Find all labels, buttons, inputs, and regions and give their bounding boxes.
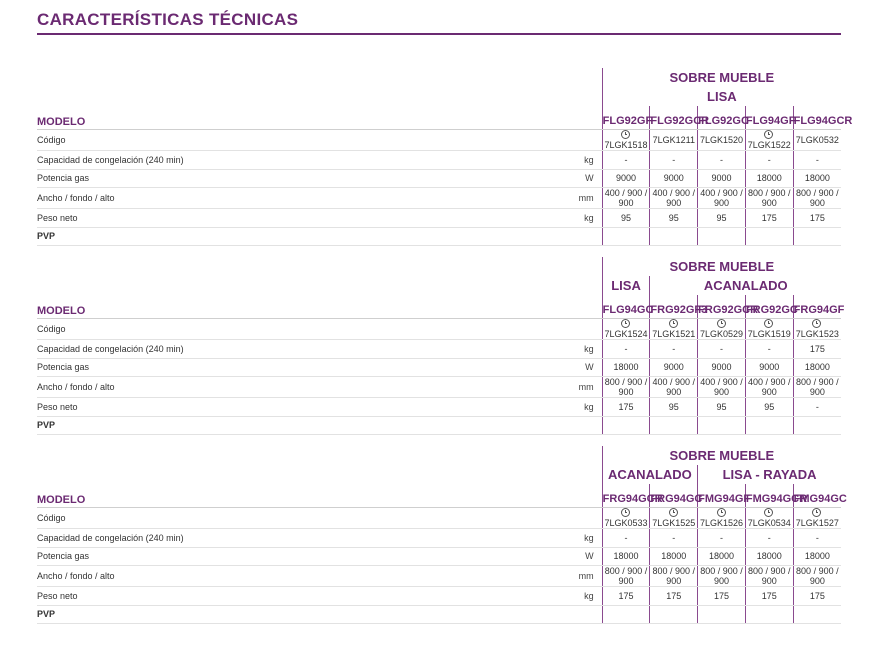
- product-code: 7LGK1527: [795, 518, 839, 528]
- table-row: [37, 587, 841, 606]
- product-code-cell: [650, 130, 698, 151]
- group-header-row: [37, 68, 841, 87]
- model-name: FRG92GC: [745, 295, 793, 319]
- value-cell-peso: 175: [698, 587, 746, 606]
- model-name: FRG92GCR: [698, 295, 746, 319]
- row-label-potencia: Potencia gas: [37, 169, 523, 188]
- row-label-peso: Peso neto: [37, 398, 523, 417]
- value-cell-pvp: [793, 416, 841, 435]
- table-row: [37, 151, 841, 170]
- product-code-cell: [602, 319, 650, 340]
- value-cell-ancho: 400 / 900 / 900: [650, 188, 698, 209]
- table-row: [37, 529, 841, 548]
- table-row: [37, 188, 841, 209]
- unit-peso: kg: [523, 398, 602, 417]
- product-code: 7LGK1526: [700, 518, 744, 528]
- value-cell-capacidad: -: [745, 340, 793, 359]
- value-cell-capacidad: 175: [793, 340, 841, 359]
- row-label-pvp: PVP: [37, 605, 523, 624]
- value-cell-peso: 95: [650, 209, 698, 228]
- product-code-cell: [650, 508, 698, 529]
- model-name: FMG94GC: [793, 484, 841, 508]
- value-cell-ancho: 800 / 900 / 900: [602, 566, 650, 587]
- model-name: FRG92GF3: [650, 295, 698, 319]
- value-cell-peso: 95: [602, 209, 650, 228]
- clock-icon: [764, 130, 773, 139]
- spec-table-grid: [37, 257, 845, 435]
- row-label-capacidad: Capacidad de congelación (240 min): [37, 340, 523, 359]
- value-cell-ancho: 800 / 900 / 900: [793, 188, 841, 209]
- model-name: FLG94GC: [602, 295, 650, 319]
- product-code: 7LGK1519: [747, 329, 791, 339]
- model-name: FRG94GF: [793, 295, 841, 319]
- row-label-pvp: PVP: [37, 416, 523, 435]
- clock-icon: [812, 508, 821, 517]
- model-name: FLG94GCR: [793, 106, 841, 130]
- row-label-modelo: MODELO: [37, 295, 523, 319]
- model-name: FLG92GC: [698, 106, 746, 130]
- clock-icon: [717, 319, 726, 328]
- product-code: 7LGK0534: [747, 518, 791, 528]
- value-cell-pvp: [650, 416, 698, 435]
- spec-table-grid: [37, 446, 847, 624]
- table-row-pvp: [37, 416, 841, 435]
- group-subheader-row: [37, 465, 841, 484]
- value-cell-pvp: [745, 605, 793, 624]
- clock-icon: [669, 319, 678, 328]
- value-cell-potencia: 18000: [602, 547, 650, 566]
- value-cell-ancho: 800 / 900 / 900: [793, 377, 841, 398]
- product-code-cell: [698, 319, 746, 340]
- product-code: 7LGK0533: [604, 518, 648, 528]
- value-cell-peso: 175: [745, 209, 793, 228]
- model-name: FRG94GCR: [602, 484, 650, 508]
- unit-capacidad: kg: [523, 340, 602, 359]
- model-name: FMG94GF: [698, 484, 746, 508]
- value-cell-potencia: 18000: [793, 169, 841, 188]
- row-label-modelo: MODELO: [37, 106, 523, 130]
- value-cell-pvp: [745, 227, 793, 246]
- unit-potencia: W: [523, 547, 602, 566]
- product-code-cell: [793, 508, 841, 529]
- product-code: 7LGK0532: [795, 135, 839, 145]
- value-cell-ancho: 400 / 900 / 900: [745, 377, 793, 398]
- row-label-peso: Peso neto: [37, 209, 523, 228]
- group-subtitle-left: ACANALADO: [602, 465, 698, 484]
- product-code-cell: [698, 130, 746, 151]
- value-cell-capacidad: -: [698, 151, 746, 170]
- product-code-cell: [650, 319, 698, 340]
- value-cell-ancho: 800 / 900 / 900: [698, 566, 746, 587]
- row-label-ancho: Ancho / fondo / alto: [37, 377, 523, 398]
- group-subtitle-right: ACANALADO: [650, 276, 841, 295]
- value-cell-pvp: [698, 416, 746, 435]
- value-cell-capacidad: -: [793, 529, 841, 548]
- spec-table-grid: [37, 68, 853, 246]
- unit-potencia: W: [523, 358, 602, 377]
- clock-icon: [621, 508, 630, 517]
- model-name: FMG94GCR: [745, 484, 793, 508]
- product-code: 7LGK1211: [652, 135, 695, 145]
- value-cell-potencia: 9000: [602, 169, 650, 188]
- table-row: [37, 340, 841, 359]
- product-code: 7LGK1525: [652, 518, 696, 528]
- value-cell-ancho: 400 / 900 / 900: [698, 188, 746, 209]
- row-label-codigo: Código: [37, 508, 523, 529]
- product-code-cell: [698, 508, 746, 529]
- row-label-pvp: PVP: [37, 227, 523, 246]
- clock-icon: [764, 319, 773, 328]
- clock-icon: [621, 319, 630, 328]
- value-cell-capacidad: -: [602, 340, 650, 359]
- product-code-cell: [602, 130, 650, 151]
- value-cell-peso: -: [793, 398, 841, 417]
- group-header-row: [37, 446, 841, 465]
- value-cell-pvp: [793, 605, 841, 624]
- value-cell-pvp: [602, 416, 650, 435]
- product-code-cell: [745, 130, 793, 151]
- model-name: FLG94GF: [745, 106, 793, 130]
- table-row: [37, 377, 841, 398]
- value-cell-capacidad: -: [602, 151, 650, 170]
- value-cell-peso: 95: [745, 398, 793, 417]
- row-label-capacidad: Capacidad de congelación (240 min): [37, 151, 523, 170]
- unit-peso: kg: [523, 587, 602, 606]
- value-cell-peso: 95: [698, 209, 746, 228]
- clock-icon: [764, 508, 773, 517]
- unit-ancho: mm: [523, 188, 602, 209]
- value-cell-pvp: [650, 227, 698, 246]
- value-cell-capacidad: -: [745, 529, 793, 548]
- table-row-pvp: [37, 605, 841, 624]
- value-cell-potencia: 18000: [698, 547, 746, 566]
- product-code: 7LGK1518: [604, 140, 648, 150]
- value-cell-potencia: 9000: [745, 358, 793, 377]
- model-header-row: [37, 484, 841, 508]
- unit-capacidad: kg: [523, 529, 602, 548]
- group-title: SOBRE MUEBLE: [602, 257, 841, 276]
- spec-table-1: [37, 68, 853, 246]
- table-row: [37, 398, 841, 417]
- row-label-codigo: Código: [37, 319, 523, 340]
- value-cell-potencia: 9000: [650, 358, 698, 377]
- value-cell-pvp: [602, 605, 650, 624]
- value-cell-ancho: 400 / 900 / 900: [698, 377, 746, 398]
- value-cell-capacidad: -: [793, 151, 841, 170]
- value-cell-pvp: [650, 605, 698, 624]
- value-cell-pvp: [698, 605, 746, 624]
- product-code: 7LGK1522: [747, 140, 791, 150]
- row-label-potencia: Potencia gas: [37, 358, 523, 377]
- value-cell-ancho: 400 / 900 / 900: [650, 377, 698, 398]
- value-cell-potencia: 9000: [698, 358, 746, 377]
- value-cell-capacidad: -: [745, 151, 793, 170]
- value-cell-ancho: 800 / 900 / 900: [745, 566, 793, 587]
- value-cell-potencia: 18000: [745, 547, 793, 566]
- clock-icon: [812, 319, 821, 328]
- value-cell-capacidad: -: [650, 151, 698, 170]
- table-row: [37, 209, 841, 228]
- value-cell-potencia: 9000: [698, 169, 746, 188]
- product-code: 7LGK1520: [700, 135, 744, 145]
- model-name: FLG92GCR: [650, 106, 698, 130]
- product-code: 7LGK1524: [604, 329, 648, 339]
- value-cell-ancho: 800 / 900 / 900: [602, 377, 650, 398]
- product-code-cell: [793, 130, 841, 151]
- table-row: [37, 547, 841, 566]
- value-cell-ancho: 800 / 900 / 900: [745, 188, 793, 209]
- unit-peso: kg: [523, 209, 602, 228]
- group-subtitle: LISA: [602, 87, 841, 106]
- value-cell-ancho: 800 / 900 / 900: [650, 566, 698, 587]
- title-divider: [37, 33, 841, 35]
- group-subheader-row: [37, 276, 841, 295]
- value-cell-potencia: 18000: [745, 169, 793, 188]
- group-header-row: [37, 257, 841, 276]
- model-header-row: [37, 295, 841, 319]
- row-label-codigo: Código: [37, 130, 523, 151]
- unit-ancho: mm: [523, 377, 602, 398]
- product-code-cell: [602, 508, 650, 529]
- clock-icon: [621, 130, 630, 139]
- clock-icon: [717, 508, 726, 517]
- product-code-cell: [745, 319, 793, 340]
- value-cell-peso: 95: [698, 398, 746, 417]
- group-title: SOBRE MUEBLE: [602, 446, 841, 465]
- product-code: 7LGK1523: [795, 329, 839, 339]
- unit-potencia: W: [523, 169, 602, 188]
- value-cell-peso: 95: [650, 398, 698, 417]
- product-code-cell: [793, 319, 841, 340]
- value-cell-peso: 175: [745, 587, 793, 606]
- value-cell-capacidad: -: [602, 529, 650, 548]
- group-subtitle-right: LISA - RAYADA: [698, 465, 841, 484]
- product-code: 7LGK1521: [652, 329, 696, 339]
- table-row-pvp: [37, 227, 841, 246]
- value-cell-potencia: 18000: [650, 547, 698, 566]
- model-name: FLG92GF: [602, 106, 650, 130]
- value-cell-pvp: [698, 227, 746, 246]
- value-cell-capacidad: -: [698, 529, 746, 548]
- table-row: [37, 169, 841, 188]
- value-cell-potencia: 9000: [650, 169, 698, 188]
- page-title: CARACTERÍSTICAS TÉCNICAS: [37, 10, 299, 29]
- row-label-capacidad: Capacidad de congelación (240 min): [37, 529, 523, 548]
- table-row: [37, 358, 841, 377]
- group-title: SOBRE MUEBLE: [602, 68, 841, 87]
- spec-table-3: [37, 446, 847, 624]
- value-cell-peso: 175: [793, 209, 841, 228]
- value-cell-peso: 175: [650, 587, 698, 606]
- value-cell-pvp: [602, 227, 650, 246]
- group-subtitle-left: LISA: [602, 276, 650, 295]
- value-cell-pvp: [745, 416, 793, 435]
- value-cell-potencia: 18000: [602, 358, 650, 377]
- value-cell-peso: 175: [602, 587, 650, 606]
- table-row: [37, 319, 841, 340]
- table-row: [37, 508, 841, 529]
- value-cell-peso: 175: [793, 587, 841, 606]
- row-label-modelo: MODELO: [37, 484, 523, 508]
- value-cell-capacidad: -: [698, 340, 746, 359]
- model-name: FRG94GC: [650, 484, 698, 508]
- value-cell-potencia: 18000: [793, 547, 841, 566]
- unit-ancho: mm: [523, 566, 602, 587]
- table-row: [37, 566, 841, 587]
- row-label-ancho: Ancho / fondo / alto: [37, 566, 523, 587]
- clock-icon: [669, 508, 678, 517]
- table-row: [37, 130, 841, 151]
- value-cell-capacidad: -: [650, 340, 698, 359]
- product-code: 7LGK0529: [700, 329, 744, 339]
- product-code-cell: [745, 508, 793, 529]
- row-label-peso: Peso neto: [37, 587, 523, 606]
- value-cell-capacidad: -: [650, 529, 698, 548]
- group-subheader-row: [37, 87, 841, 106]
- row-label-potencia: Potencia gas: [37, 547, 523, 566]
- row-label-ancho: Ancho / fondo / alto: [37, 188, 523, 209]
- value-cell-ancho: 400 / 900 / 900: [602, 188, 650, 209]
- spec-table-2: [37, 257, 845, 435]
- model-header-row: [37, 106, 841, 130]
- value-cell-peso: 175: [602, 398, 650, 417]
- value-cell-pvp: [793, 227, 841, 246]
- value-cell-potencia: 18000: [793, 358, 841, 377]
- value-cell-ancho: 800 / 900 / 900: [793, 566, 841, 587]
- unit-capacidad: kg: [523, 151, 602, 170]
